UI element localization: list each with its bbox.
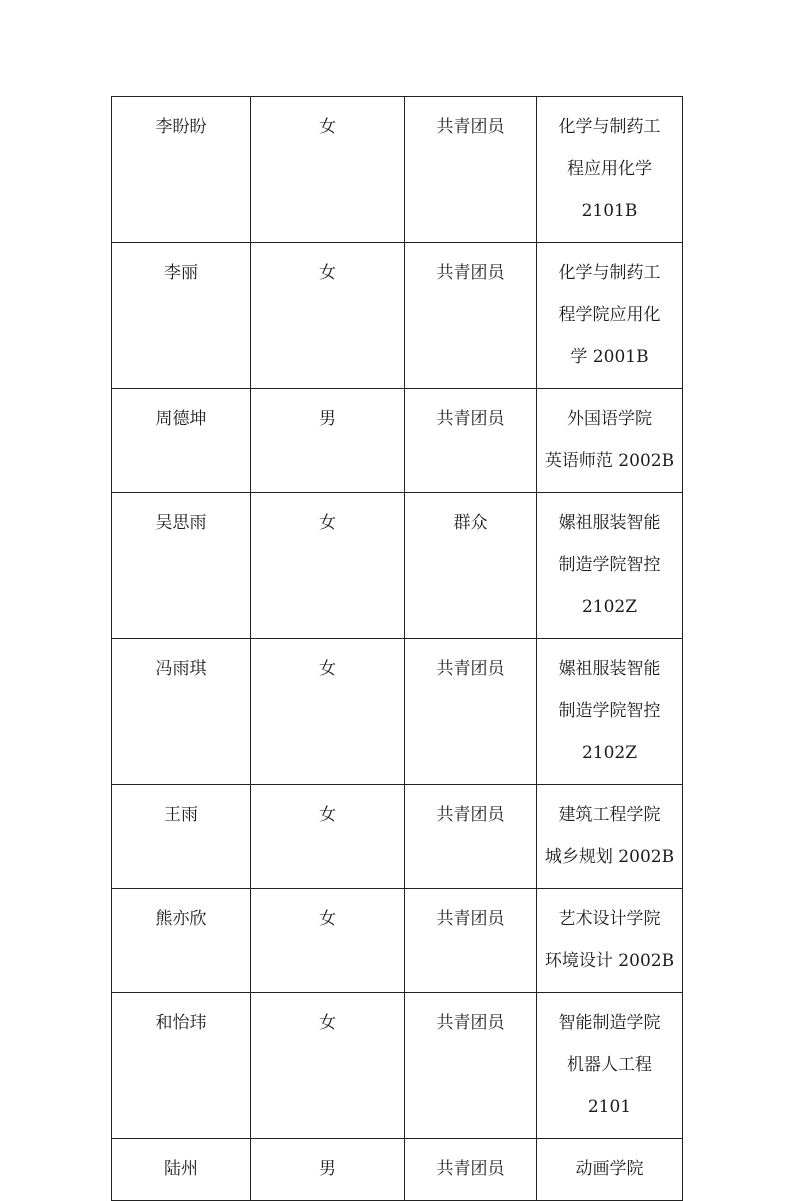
- political-status-cell: [405, 493, 537, 639]
- table-row: [112, 639, 683, 785]
- table-row: [112, 389, 683, 493]
- unit-cell: [537, 639, 683, 785]
- person-name: 周德坤: [155, 409, 207, 429]
- unit-line: 程学院应用化: [558, 305, 661, 325]
- table-row: [112, 785, 683, 889]
- political-status-cell: [405, 97, 537, 243]
- gender: 女: [319, 1013, 336, 1033]
- table-row: [112, 493, 683, 639]
- unit-line: 建筑工程学院: [558, 805, 661, 825]
- political-status-cell: [405, 1139, 537, 1201]
- gender-cell: [251, 243, 405, 389]
- unit-cell: [537, 889, 683, 993]
- unit-cell: [537, 389, 683, 493]
- unit-cell: [537, 97, 683, 243]
- gender: 女: [319, 117, 336, 137]
- unit-line: 化学与制药工: [558, 263, 661, 283]
- gender-cell: [251, 889, 405, 993]
- political-status: 共青团员: [436, 1013, 505, 1033]
- unit-line: 学 2001B: [570, 347, 649, 367]
- unit-cell: [537, 1139, 683, 1201]
- unit-line: 制造学院智控: [558, 701, 661, 721]
- person-name-cell: [112, 1139, 251, 1201]
- gender-cell: [251, 493, 405, 639]
- person-name: 和怡玮: [155, 1013, 207, 1033]
- gender-cell: [251, 639, 405, 785]
- political-status: 共青团员: [436, 1159, 505, 1179]
- unit-line: 嫘祖服装智能: [558, 659, 661, 679]
- person-name: 王雨: [164, 805, 198, 825]
- unit-line: 2101: [587, 1097, 632, 1117]
- unit-line: 动画学院: [575, 1159, 644, 1179]
- roster-table: [111, 96, 683, 1201]
- roster-body: [112, 97, 683, 1201]
- unit-line: 2101B: [581, 201, 638, 221]
- table-row: [112, 1139, 683, 1201]
- gender: 女: [319, 805, 336, 825]
- unit-line: 外国语学院: [567, 409, 652, 429]
- gender: 女: [319, 909, 336, 929]
- political-status: 共青团员: [436, 117, 505, 137]
- political-status-cell: [405, 243, 537, 389]
- gender: 女: [319, 513, 336, 533]
- gender-cell: [251, 1139, 405, 1201]
- unit-line: 2102Z: [581, 743, 638, 763]
- unit-cell: [537, 785, 683, 889]
- person-name: 李盼盼: [155, 117, 207, 137]
- political-status-cell: [405, 639, 537, 785]
- political-status-cell: [405, 993, 537, 1139]
- unit-line: 程应用化学: [567, 159, 652, 179]
- table-row: [112, 243, 683, 389]
- unit-line: 城乡规划 2002B: [544, 847, 675, 867]
- person-name-cell: [112, 785, 251, 889]
- unit-line: 制造学院智控: [558, 555, 661, 575]
- political-status-cell: [405, 889, 537, 993]
- political-status: 群众: [453, 513, 488, 533]
- political-status-cell: [405, 785, 537, 889]
- person-name: 李丽: [164, 263, 198, 283]
- table-row: [112, 97, 683, 243]
- person-name-cell: [112, 243, 251, 389]
- person-name-cell: [112, 493, 251, 639]
- unit-line: 机器人工程: [567, 1055, 652, 1075]
- person-name-cell: [112, 889, 251, 993]
- person-name-cell: [112, 389, 251, 493]
- political-status: 共青团员: [436, 805, 505, 825]
- gender-cell: [251, 785, 405, 889]
- gender-cell: [251, 993, 405, 1139]
- unit-cell: [537, 493, 683, 639]
- gender: 女: [319, 659, 336, 679]
- political-status: 共青团员: [436, 659, 505, 679]
- unit-line: 智能制造学院: [558, 1013, 661, 1033]
- political-status: 共青团员: [436, 909, 505, 929]
- political-status: 共青团员: [436, 409, 505, 429]
- unit-line: 2102Z: [581, 597, 638, 617]
- gender: 男: [319, 409, 336, 429]
- unit-line: 英语师范 2002B: [544, 451, 675, 471]
- person-name-cell: [112, 639, 251, 785]
- person-name: 冯雨琪: [155, 659, 207, 679]
- person-name-cell: [112, 993, 251, 1139]
- table-row: [112, 889, 683, 993]
- gender: 女: [319, 263, 336, 283]
- unit-line: 环境设计 2002B: [544, 951, 675, 971]
- unit-line: 艺术设计学院: [558, 909, 661, 929]
- person-name-cell: [112, 97, 251, 243]
- political-status: 共青团员: [436, 263, 505, 283]
- person-name: 陆州: [164, 1159, 198, 1179]
- unit-line: 嫘祖服装智能: [558, 513, 661, 533]
- unit-cell: [537, 243, 683, 389]
- unit-line: 化学与制药工: [558, 117, 661, 137]
- gender: 男: [319, 1159, 336, 1179]
- person-name: 吴思雨: [155, 513, 207, 533]
- political-status-cell: [405, 389, 537, 493]
- table-row: [112, 993, 683, 1139]
- gender-cell: [251, 97, 405, 243]
- gender-cell: [251, 389, 405, 493]
- person-name: 熊亦欣: [155, 909, 207, 929]
- unit-cell: [537, 993, 683, 1139]
